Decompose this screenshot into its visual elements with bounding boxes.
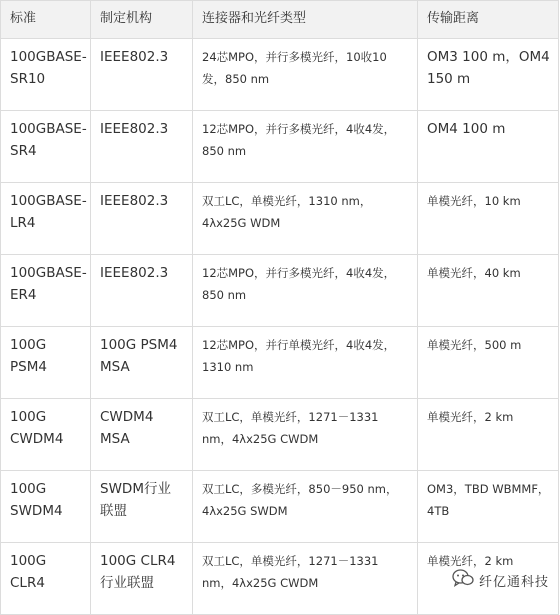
header-connector-fiber: 连接器和光纤类型	[193, 1, 418, 39]
cell-connector-fiber: 12芯MPO，并行多模光纤，4收4发，850 nm	[193, 111, 418, 183]
header-row	[1, 1, 559, 39]
cell-standard: 100G PSM4	[1, 327, 91, 399]
cell-standard: 100G CLR4	[1, 543, 91, 615]
cell-connector-fiber: 双工LC，单模光纤，1310 nm，4λx25G WDM	[193, 183, 418, 255]
cell-organization: IEEE802.3	[91, 39, 193, 111]
cell-organization: IEEE802.3	[91, 111, 193, 183]
header-standard: 标准	[1, 1, 91, 39]
cell-distance: OM4 100 m	[418, 111, 559, 183]
cell-distance: 单模光纤，40 km	[418, 255, 559, 327]
table-row	[1, 39, 559, 111]
cell-distance: 单模光纤，500 m	[418, 327, 559, 399]
cell-organization: CWDM4 MSA	[91, 399, 193, 471]
cell-distance: 单模光纤，10 km	[418, 183, 559, 255]
cell-distance: OM3 100 m，OM4 150 m	[418, 39, 559, 111]
cell-distance: OM3，TBD WBMMF，4TB	[418, 471, 559, 543]
cell-connector-fiber: 双工LC，多模光纤，850－950 nm，4λx25G SWDM	[193, 471, 418, 543]
cell-distance: 单模光纤，2 km	[418, 399, 559, 471]
cell-connector-fiber: 24芯MPO，并行多模光纤，10收10发，850 nm	[193, 39, 418, 111]
cell-organization: IEEE802.3	[91, 255, 193, 327]
cell-connector-fiber: 12芯MPO，并行多模光纤，4收4发，850 nm	[193, 255, 418, 327]
header-distance: 传输距离	[418, 1, 559, 39]
cell-standard: 100GBASE-LR4	[1, 183, 91, 255]
cell-standard: 100GBASE-SR4	[1, 111, 91, 183]
table-row	[1, 327, 559, 399]
table-row	[1, 471, 559, 543]
cell-connector-fiber: 双工LC，单模光纤，1271－1331 nm，4λx25G CWDM	[193, 399, 418, 471]
cell-connector-fiber: 双工LC，单模光纤，1271－1331 nm，4λx25G CWDM	[193, 543, 418, 615]
cell-distance: 单模光纤，2 km	[418, 543, 559, 615]
table-row	[1, 399, 559, 471]
wechat-icon	[452, 569, 474, 591]
cell-organization: SWDM行业联盟	[91, 471, 193, 543]
cell-connector-fiber: 12芯MPO，并行单模光纤，4收4发，1310 nm	[193, 327, 418, 399]
cell-organization: 100G PSM4 MSA	[91, 327, 193, 399]
cell-standard: 100GBASE-SR10	[1, 39, 91, 111]
cell-standard: 100G CWDM4	[1, 399, 91, 471]
watermark-text: 纤亿通科技	[479, 574, 550, 590]
table-row	[1, 111, 559, 183]
watermark	[448, 569, 553, 591]
cell-standard: 100GBASE-ER4	[1, 255, 91, 327]
table-row	[1, 255, 559, 327]
header-organization: 制定机构	[91, 1, 193, 39]
cell-organization: 100G CLR4行业联盟	[91, 543, 193, 615]
cell-organization: IEEE802.3	[91, 183, 193, 255]
table-row	[1, 183, 559, 255]
cell-standard: 100G SWDM4	[1, 471, 91, 543]
